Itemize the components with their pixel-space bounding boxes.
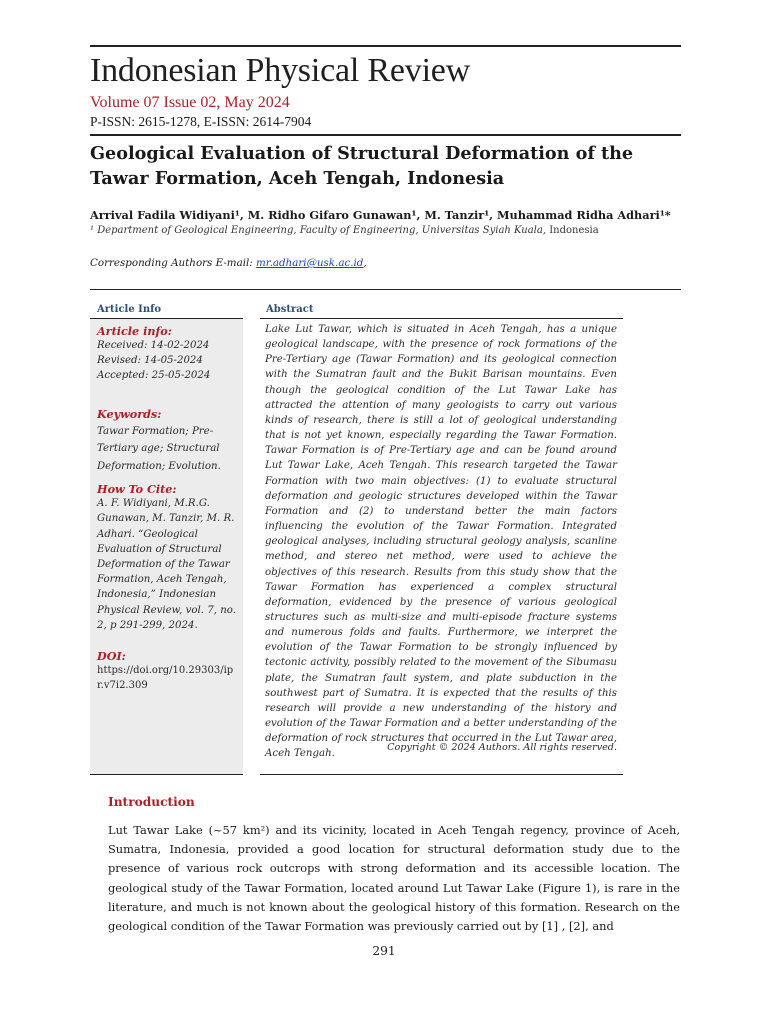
affiliation-country: Indonesia: [546, 225, 599, 236]
received-date: Received: 14-02-2024: [97, 340, 210, 351]
page-number: 291: [372, 944, 396, 958]
how-to-cite-text: A. F. Widiyani, M.R.G. Gunawan, M. Tanzir, M. R. Adhari. “Geological Evaluation of Structural Deformation of the Tawar Formation, Aceh Tengah, Indonesia,” Indonesian Physical Review, vol. 7, no. 2, p 291-299, 2024.: [97, 498, 236, 631]
introduction-text: Lut Tawar Lake (~57 km²) and its vicinity, located in Aceh Tengah regency, province of Aceh, Sumatra, Indonesia, provided a good location for structural deformation study due to the presence of various rock outcrops with strong deformation and its accessible location. The geological study of the Tawar Formation, located around Lut Tawar Lake (Figure 1), is rare in the literature, and much is not known about the geological history of this formation. Research on the geological condition of the Tawar Formation was previously carried out by [1] , [2], and: [108, 823, 680, 934]
abstract-label-rule: [260, 318, 623, 319]
doi-heading: DOI:: [97, 648, 126, 663]
header-bottom-rule: [90, 134, 681, 136]
affiliation-text: ¹ Department of Geological Engineering, Faculty of Engineering, Universitas Syiah Kuala,: [90, 225, 547, 236]
abstract-label: Abstract: [266, 304, 314, 315]
article-info-bottom-rule: [90, 774, 243, 775]
journal-title: Indonesian Physical Review: [90, 52, 471, 89]
article-info-box: [90, 319, 243, 774]
article-info-label: Article Info: [97, 304, 162, 315]
top-rule: [90, 45, 681, 47]
corresponding-author: [90, 257, 367, 269]
accepted-date: Accepted: 25-05-2024: [97, 370, 211, 382]
abstract-bottom-rule: [260, 774, 623, 775]
abstract-text: Lake Lut Tawar, which is situated in Aceh Tengah, has a unique geological landscape, with the presence of rock formations of the Pre-Tertiary age (Tawar Formation) and its geological connection with the Sumatran fault and the Bukit Barisan mountains. Even though the geological condition of the Lut Tawar Lake has attracted the attention of many geologists to carry out various kinds of research, there is still a lot of geological understanding that is not yet known, especially regarding the Tawar Formation. Tawar Formation is of Pre-Tertiary age and can be found around Lut Tawar Lake, Aceh Tengah. This research targeted the Tawar Formation with two main objectives: (1) to evaluate structural deformation and geologic structures developed within the Tawar Formation and (2) to understand better the main factors influencing the evolution of the Tawar Formation. Integrated geological analyses, including structural geology analysis, scanline method, and stereo net method, were used to achieve the objectives of this research. Results from this study show that the Tawar Formation has experienced a complex structural deformation, evidenced by the presence of various geological structures such as multi-size and multi-episode fracture systems and numerous folds and faults. Furthermore, we interpret the evolution of the Tawar Formation to be strongly influenced by tectonic activity, possibly related to the movement of the Sibumasu plate, the Sumatran fault system, and plate subduction in the southwest part of Sumatra. It is expected that the results of this research will provide a new understanding of the history and evolution of the Tawar Formation and a better understanding of the deformation of rock structures that occurred in the Lut Tawar area, Aceh Tengah.: [265, 324, 617, 760]
author-list: Arrival Fadila Widiyani¹, M. Ridho Gifaro Gunawan¹, M. Tanzir¹, Muhammad Ridha Adhari¹*: [90, 208, 671, 222]
corresponding-label: Corresponding Authors E-mail:: [90, 257, 257, 269]
article-info-heading: Article info:: [97, 324, 172, 338]
affiliation: [90, 225, 599, 236]
volume-issue: Volume 07 Issue 02, May 2024: [90, 94, 290, 111]
keywords-text: Tawar Formation; Pre-Tertiary age; Structural Deformation; Evolution.: [97, 425, 221, 472]
keywords-heading: Keywords:: [97, 406, 162, 421]
corresponding-email-link[interactable]: mr.adhari@usk.ac.id: [256, 257, 364, 269]
issn-line: P-ISSN: 2615-1278, E-ISSN: 2614-7904: [90, 114, 312, 129]
doi-link[interactable]: https://doi.org/10.29303/ip r.v7i2.309: [97, 664, 234, 692]
copyright-notice: Copyright © 2024 Authors. All rights reserved.: [387, 742, 617, 753]
paper-title: Geological Evaluation of Structural Deformation of the Tawar Formation, Aceh Tengah, Indonesia: [90, 143, 634, 189]
corresponding-suffix: ,: [363, 257, 367, 269]
revised-date: Revised: 14-05-2024: [97, 355, 203, 367]
how-to-cite-heading: How To Cite:: [97, 482, 177, 497]
front-matter-rule: [90, 289, 681, 290]
introduction-heading: Introduction: [108, 795, 195, 809]
